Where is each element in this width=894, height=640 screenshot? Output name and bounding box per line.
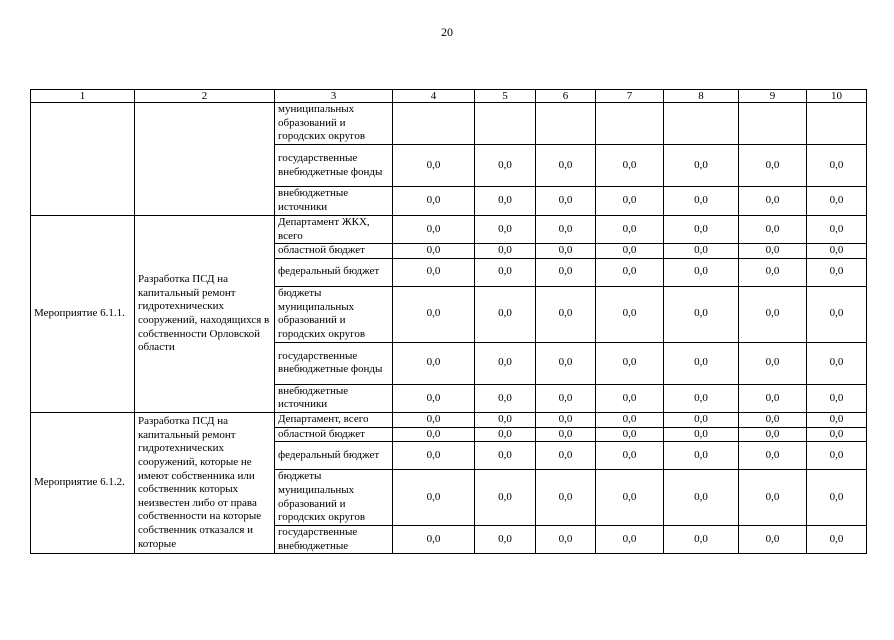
value-cell: 0,0 [807,526,867,554]
value-cell: 0,0 [664,384,739,412]
value-cell: 0,0 [536,145,596,187]
value-cell: 0,0 [596,216,664,244]
value-cell: 0,0 [807,384,867,412]
value-cell: 0,0 [596,187,664,216]
funding-source-cell: областной бюджет [275,427,393,442]
value-cell: 0,0 [664,244,739,259]
value-cell: 0,0 [807,412,867,427]
value-cell: 0,0 [807,258,867,286]
column-header: 8 [664,90,739,103]
value-cell: 0,0 [596,286,664,342]
funding-source-cell: федеральный бюджет [275,258,393,286]
funding-source-cell: внебюджетные источники [275,187,393,216]
value-cell: 0,0 [393,412,475,427]
column-header: 1 [31,90,135,103]
value-cell: 0,0 [536,286,596,342]
value-cell: 0,0 [393,384,475,412]
value-cell: 0,0 [739,244,807,259]
value-cell: 0,0 [393,216,475,244]
value-cell [664,103,739,145]
value-cell [807,103,867,145]
value-cell: 0,0 [596,342,664,384]
value-cell: 0,0 [393,342,475,384]
value-cell: 0,0 [475,342,536,384]
column-header: 3 [275,90,393,103]
value-cell: 0,0 [475,412,536,427]
value-cell: 0,0 [536,470,596,526]
value-cell: 0,0 [536,412,596,427]
value-cell: 0,0 [664,427,739,442]
column-header: 9 [739,90,807,103]
value-cell: 0,0 [475,145,536,187]
value-cell [739,103,807,145]
value-cell: 0,0 [393,145,475,187]
value-cell: 0,0 [807,187,867,216]
value-cell: 0,0 [664,470,739,526]
value-cell: 0,0 [475,244,536,259]
value-cell: 0,0 [536,427,596,442]
value-cell: 0,0 [739,286,807,342]
value-cell: 0,0 [807,342,867,384]
value-cell: 0,0 [393,470,475,526]
value-cell: 0,0 [393,244,475,259]
value-cell: 0,0 [475,442,536,470]
value-cell: 0,0 [393,187,475,216]
value-cell: 0,0 [739,470,807,526]
value-cell: 0,0 [393,442,475,470]
value-cell: 0,0 [664,258,739,286]
value-cell: 0,0 [536,526,596,554]
column-header: 5 [475,90,536,103]
value-cell: 0,0 [393,258,475,286]
value-cell [536,103,596,145]
value-cell: 0,0 [536,187,596,216]
column-header: 6 [536,90,596,103]
value-cell: 0,0 [664,342,739,384]
value-cell: 0,0 [807,244,867,259]
value-cell: 0,0 [664,286,739,342]
value-cell: 0,0 [596,442,664,470]
value-cell: 0,0 [596,244,664,259]
value-cell: 0,0 [475,526,536,554]
funding-source-cell: внебюджетные источники [275,384,393,412]
funding-source-cell: федеральный бюджет [275,442,393,470]
value-cell: 0,0 [475,216,536,244]
column-header: 4 [393,90,475,103]
page-number: 20 [441,25,453,39]
value-cell [475,103,536,145]
value-cell: 0,0 [536,384,596,412]
measure-name-cell [31,103,135,216]
value-cell: 0,0 [664,216,739,244]
measure-name-cell: Мероприятие 6.1.2. [31,412,135,553]
value-cell: 0,0 [664,412,739,427]
value-cell: 0,0 [596,470,664,526]
funding-source-cell: областной бюджет [275,244,393,259]
value-cell: 0,0 [807,145,867,187]
header-row [31,90,867,103]
value-cell: 0,0 [536,216,596,244]
value-cell: 0,0 [664,442,739,470]
value-cell: 0,0 [739,258,807,286]
value-cell: 0,0 [664,526,739,554]
value-cell: 0,0 [739,442,807,470]
value-cell: 0,0 [739,384,807,412]
value-cell: 0,0 [536,442,596,470]
value-cell: 0,0 [739,412,807,427]
funding-source-cell: Департамент, всего [275,412,393,427]
table-row [31,103,867,145]
measure-description-cell: Разработка ПСД на капитальный ремонт гидротехнических сооружений, которые не имеют собственника или собственник которых неизвестен либо от права собственности на которые собственник отказался и которые [135,412,275,553]
value-cell: 0,0 [596,427,664,442]
funding-source-cell: бюджеты муниципальных образований и городских округов [275,286,393,342]
value-cell: 0,0 [393,427,475,442]
value-cell: 0,0 [536,244,596,259]
value-cell: 0,0 [807,216,867,244]
value-cell: 0,0 [536,258,596,286]
value-cell: 0,0 [739,342,807,384]
measure-description-cell [135,103,275,216]
value-cell: 0,0 [393,286,475,342]
value-cell: 0,0 [664,145,739,187]
value-cell: 0,0 [739,427,807,442]
table-row [31,216,867,244]
value-cell: 0,0 [393,526,475,554]
table-body [31,90,867,554]
value-cell: 0,0 [807,286,867,342]
value-cell: 0,0 [475,384,536,412]
measure-name-cell: Мероприятие 6.1.1. [31,216,135,413]
table-row [31,412,867,427]
value-cell: 0,0 [475,187,536,216]
value-cell: 0,0 [596,412,664,427]
value-cell: 0,0 [807,470,867,526]
funding-source-cell: государственные внебюджетные фонды [275,145,393,187]
column-header: 7 [596,90,664,103]
value-cell: 0,0 [475,286,536,342]
value-cell: 0,0 [596,384,664,412]
value-cell: 0,0 [475,427,536,442]
column-header: 2 [135,90,275,103]
value-cell: 0,0 [739,526,807,554]
funding-source-cell: государственные внебюджетные фонды [275,342,393,384]
value-cell [393,103,475,145]
value-cell: 0,0 [475,258,536,286]
value-cell: 0,0 [475,470,536,526]
value-cell: 0,0 [596,145,664,187]
funding-source-cell: Департамент ЖКХ, всего [275,216,393,244]
value-cell: 0,0 [596,526,664,554]
value-cell: 0,0 [664,187,739,216]
column-header: 10 [807,90,867,103]
value-cell: 0,0 [807,442,867,470]
value-cell: 0,0 [739,145,807,187]
value-cell: 0,0 [739,216,807,244]
value-cell: 0,0 [596,258,664,286]
value-cell [596,103,664,145]
value-cell: 0,0 [536,342,596,384]
measure-description-cell: Разработка ПСД на капитальный ремонт гидротехнических сооружений, находящихся в собственности Орловской области [135,216,275,413]
value-cell: 0,0 [807,427,867,442]
funding-source-cell: муниципальных образований и городских округов [275,103,393,145]
value-cell: 0,0 [739,187,807,216]
funding-source-cell: бюджеты муниципальных образований и городских округов [275,470,393,526]
budget-table [30,89,867,554]
funding-source-cell: государственные внебюджетные [275,526,393,554]
